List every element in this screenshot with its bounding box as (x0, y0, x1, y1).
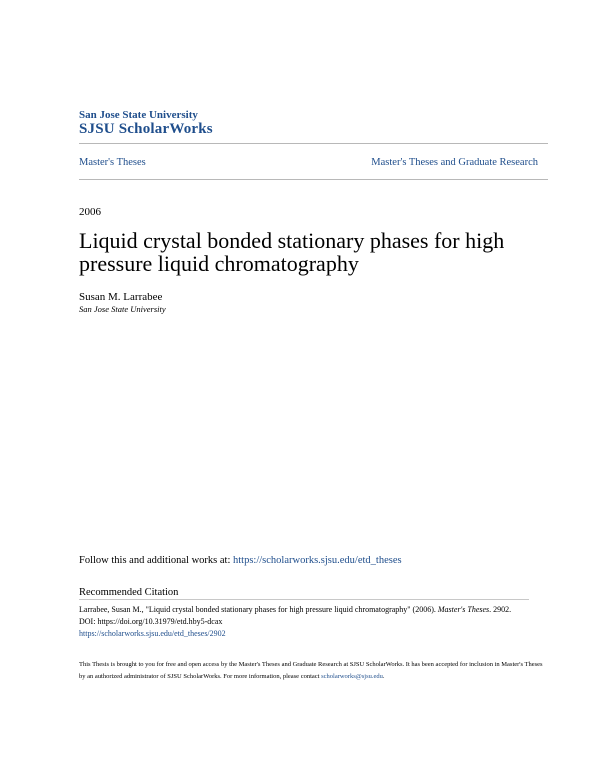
contact-email-link[interactable]: scholarworks@sjsu.edu (321, 673, 383, 680)
publication-year: 2006 (79, 206, 101, 218)
masters-theses-link[interactable]: Master's Theses (79, 157, 146, 168)
nav-divider (79, 179, 548, 180)
footer-text: This Thesis is brought to you for free and open access by the Master's Theses and Graduate Research at SJSU ScholarWorks. It has been accepted for inclusion in Master's Theses by an authorized administrator of SJSU ScholarWorks. For more information, please contact (79, 661, 543, 680)
citation-journal: Master's Theses (437, 605, 490, 614)
follow-line (79, 555, 402, 566)
citation-text: Larrabee, Susan M., "Liquid crystal bonded stationary phases for high pressure liquid chromatography" (2006). (79, 605, 438, 614)
paper-title: Liquid crystal bonded stationary phases for high pressure liquid chromatography (79, 228, 505, 276)
citation-link[interactable]: https://scholarworks.sjsu.edu/etd_theses/2902 (79, 629, 226, 638)
footer-end: . (382, 673, 385, 680)
author-affiliation: San Jose State University (79, 304, 166, 314)
recommended-citation-heading: Recommended Citation (79, 587, 179, 598)
masters-theses-graduate-research-link[interactable]: Master's Theses and Graduate Research (371, 157, 538, 168)
repository-name: SJSU ScholarWorks (79, 121, 213, 137)
footer-notice (79, 659, 549, 683)
citation-doi: DOI: https://doi.org/10.31979/etd.hby5-dcax (79, 617, 223, 626)
citation-divider (79, 599, 529, 600)
citation-block (79, 604, 549, 640)
follow-link[interactable]: https://scholarworks.sjsu.edu/etd_theses (233, 555, 402, 566)
university-name: San Jose State University (79, 109, 198, 121)
author-name: Susan M. Larrabee (79, 291, 163, 303)
follow-prefix: Follow this and additional works at: (79, 555, 233, 566)
top-divider (79, 143, 548, 144)
citation-number: . 2902. (489, 605, 512, 614)
